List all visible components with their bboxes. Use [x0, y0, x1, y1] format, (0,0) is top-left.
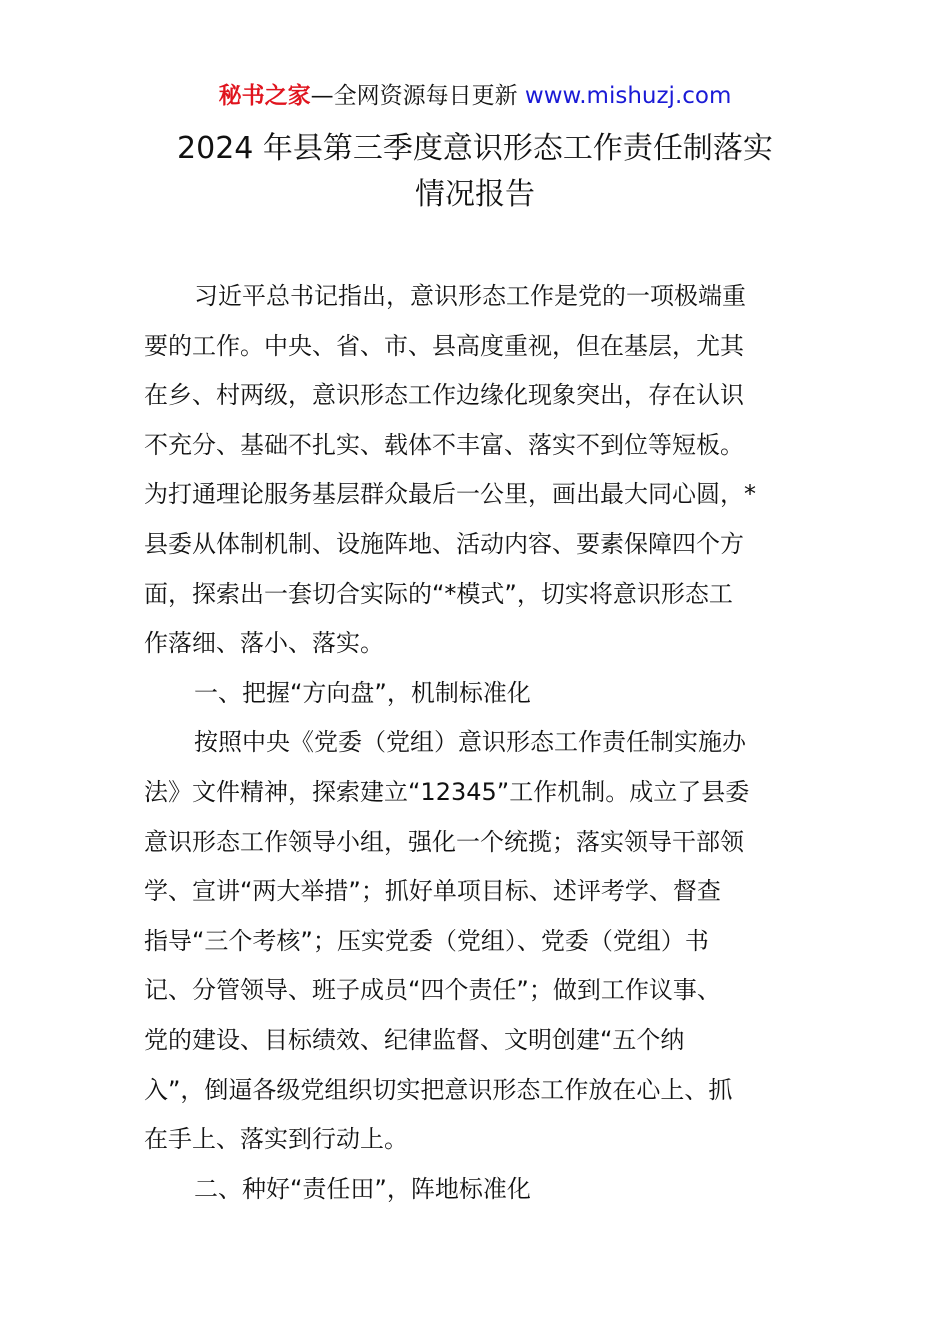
paragraph-line: 法》文件精神，探索建立“12345”工作机制。成立了县委 [144, 777, 750, 806]
paragraph-line: 在手上、落实到行动上。 [144, 1125, 408, 1154]
section-heading-1: 一、把握“方向盘”，机制标准化 [194, 678, 531, 707]
paragraph-line: 党的建设、目标绩效、纪律监督、文明创建“五个纳 [144, 1025, 685, 1054]
paragraph-line: 入”，倒逼各级党组织切实把意识形态工作放在心上、抓 [144, 1075, 733, 1104]
paragraph-line: 记、分管领导、班子成员“四个责任”；做到工作议事、 [144, 976, 721, 1005]
site-banner [0, 80, 950, 112]
brand-name: 秘书之家 [218, 83, 311, 109]
paragraph-line: 不充分、基础不扎实、载体不丰富、落实不到位等短板。 [144, 430, 744, 459]
document-title [100, 126, 850, 218]
paragraph-line: 面，探索出一套切合实际的“*模式”，切实将意识形态工 [144, 579, 733, 608]
title-line-1: 2024 年县第三季度意识形态工作责任制落实 [177, 131, 773, 166]
title-line-2: 情况报告 [415, 177, 535, 212]
paragraph-line: 指导“三个考核”；压实党委（党组）、党委（党组）书 [144, 926, 709, 955]
banner-tagline: —全网资源每日更新 [310, 83, 525, 109]
paragraph-line: 为打通理论服务基层群众最后一公里，画出最大同心圆，* [144, 480, 756, 509]
paragraph-line: 意识形态工作领导小组，强化一个统揽；落实领导干部领 [144, 827, 744, 856]
paragraph-line: 在乡、村两级，意识形态工作边缘化现象突出，存在认识 [144, 381, 744, 410]
document-body [144, 272, 809, 1214]
paragraph-line: 习近平总书记指出，意识形态工作是党的一项极端重 [194, 282, 746, 310]
paragraph-line: 县委从体制机制、设施阵地、活动内容、要素保障四个方 [144, 529, 744, 558]
paragraph-line: 要的工作。中央、省、市、县高度重视，但在基层，尤其 [144, 331, 744, 360]
site-url-link[interactable]: www.mishuzj.com [524, 83, 732, 109]
paragraph-line: 学、宣讲“两大举措”；抓好单项目标、述评考学、督查 [144, 877, 721, 906]
section-heading-2: 二、种好“责任田”，阵地标准化 [194, 1174, 531, 1203]
paragraph-line: 作落细、落小、落实。 [144, 629, 384, 658]
paragraph-line: 按照中央《党委（党组）意识形态工作责任制实施办 [194, 728, 746, 757]
